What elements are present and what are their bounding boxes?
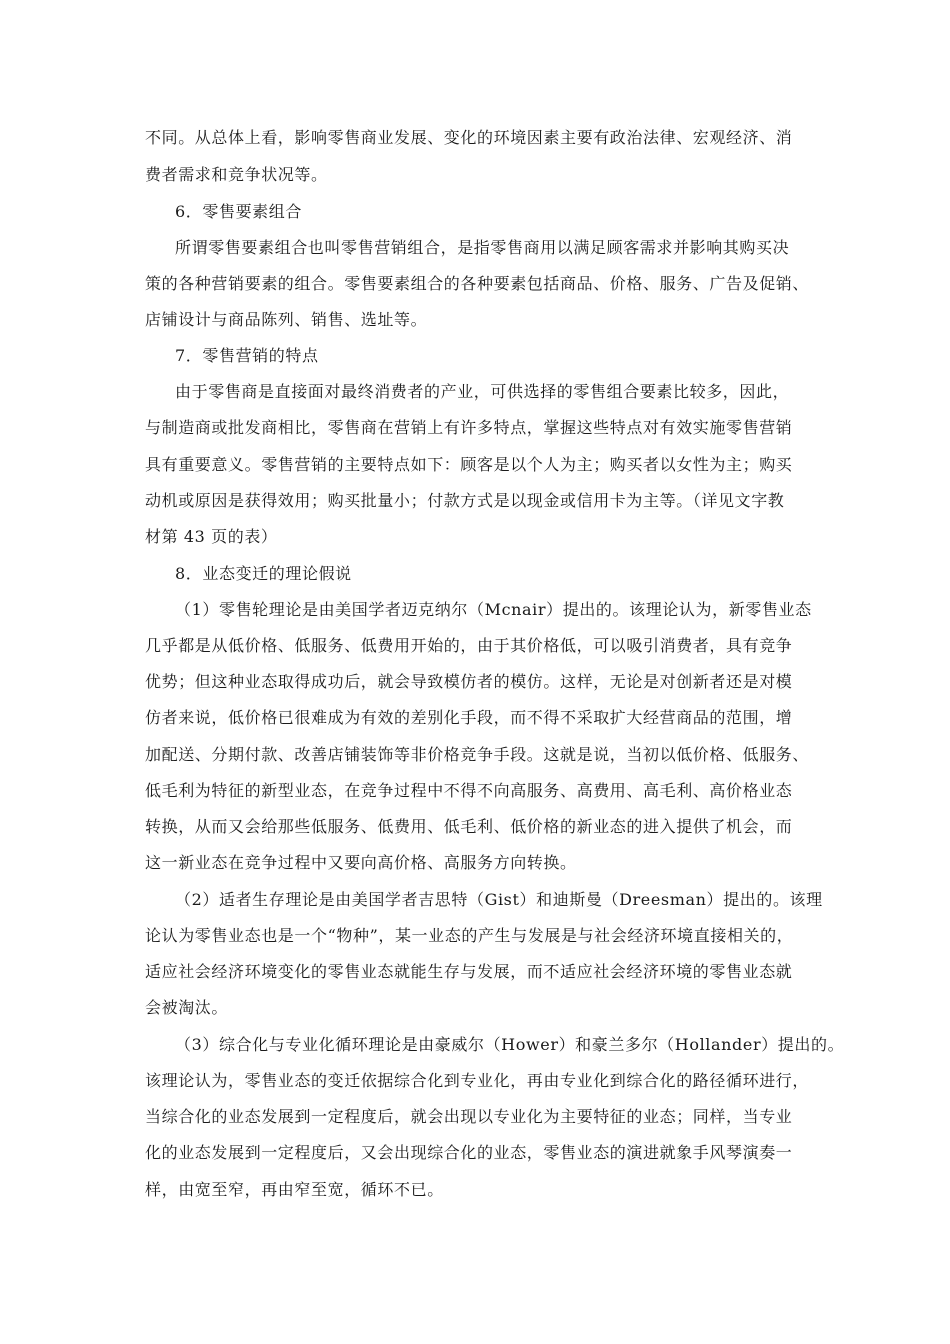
text-line: 当综合化的业态发展到一定程度后，就会出现以专业化为主要特征的业态；同样，当专业 xyxy=(145,1107,793,1126)
text-line: 仿者来说，低价格已很难成为有效的差别化手段，而不得不采取扩大经营商品的范围，增 xyxy=(145,708,793,727)
text-line: 样，由宽至窄，再由窄至宽，循环不已。 xyxy=(145,1180,444,1199)
text-line: 材第 43 页的表） xyxy=(145,527,278,546)
text-line: 具有重要意义。零售营销的主要特点如下：顾客是以个人为主；购买者以女性为主；购买 xyxy=(145,455,793,474)
text-line: 由于零售商是直接面对最终消费者的产业，可供选择的零售组合要素比较多，因此， xyxy=(175,382,790,401)
text-line: （3）综合化与专业化循环理论是由豪威尔（Hower）和豪兰多尔（Hollander）提出的。 xyxy=(175,1035,845,1054)
text-line: 适应社会经济环境变化的零售业态就能生存与发展，而不适应社会经济环境的零售业态就 xyxy=(145,962,793,981)
text-line: 这一新业态在竞争过程中又要向高价格、高服务方向转换。 xyxy=(145,853,577,872)
text-line: 策的各种营销要素的组合。零售要素组合的各种要素包括商品、价格、服务、广告及促销、 xyxy=(145,274,810,293)
section-heading-7: 7．零售营销的特点 xyxy=(175,346,319,365)
section-heading-6: 6．零售要素组合 xyxy=(175,202,302,221)
text-line: 加配送、分期付款、改善店铺装饰等非价格竞争手段。这就是说，当初以低价格、低服务、 xyxy=(145,745,810,764)
text-line: 会被淘汰。 xyxy=(145,998,229,1017)
text-line: （1）零售轮理论是由美国学者迈克纳尔（Mcnair）提出的。该理论认为，新零售业态 xyxy=(175,600,812,619)
text-line: 几乎都是从低价格、低服务、低费用开始的，由于其价格低，可以吸引消费者，具有竞争 xyxy=(145,636,793,655)
text-line: 不同。从总体上看，影响零售商业发展、变化的环境因素主要有政治法律、宏观经济、消 xyxy=(145,128,793,147)
text-line: 动机或原因是获得效用；购买批量小；付款方式是以现金或信用卡为主等。（详见文字教 xyxy=(145,491,785,510)
text-line: 费者需求和竞争状况等。 xyxy=(145,165,328,184)
text-line: 该理论认为，零售业态的变迁依据综合化到专业化，再由专业化到综合化的路径循环进行， xyxy=(145,1071,810,1090)
text-line: 转换，从而又会给那些低服务、低费用、低毛利、低价格的新业态的进入提供了机会，而 xyxy=(145,817,793,836)
text-line: 所谓零售要素组合也叫零售营销组合，是指零售商用以满足顾客需求并影响其购买决 xyxy=(175,238,790,257)
text-line: 论认为零售业态也是一个“物种”，某一业态的产生与发展是与社会经济环境直接相关的， xyxy=(145,926,794,945)
text-line: 低毛利为特征的新型业态，在竞争过程中不得不向高服务、高费用、高毛利、高价格业态 xyxy=(145,781,793,800)
text-line: 与制造商或批发商相比，零售商在营销上有许多特点，掌握这些特点对有效实施零售营销 xyxy=(145,418,793,437)
text-line: 优势；但这种业态取得成功后，就会导致模仿者的模仿。这样，无论是对创新者还是对模 xyxy=(145,672,793,691)
text-line: （2）适者生存理论是由美国学者吉思特（Gist）和迪斯曼（Dreesman）提出的。该理 xyxy=(175,890,823,909)
section-heading-8: 8．业态变迁的理论假说 xyxy=(175,564,352,583)
text-line: 化的业态发展到一定程度后，又会出现综合化的业态，零售业态的演进就象手风琴演奏一 xyxy=(145,1143,793,1162)
text-line: 店铺设计与商品陈列、销售、选址等。 xyxy=(145,310,428,329)
